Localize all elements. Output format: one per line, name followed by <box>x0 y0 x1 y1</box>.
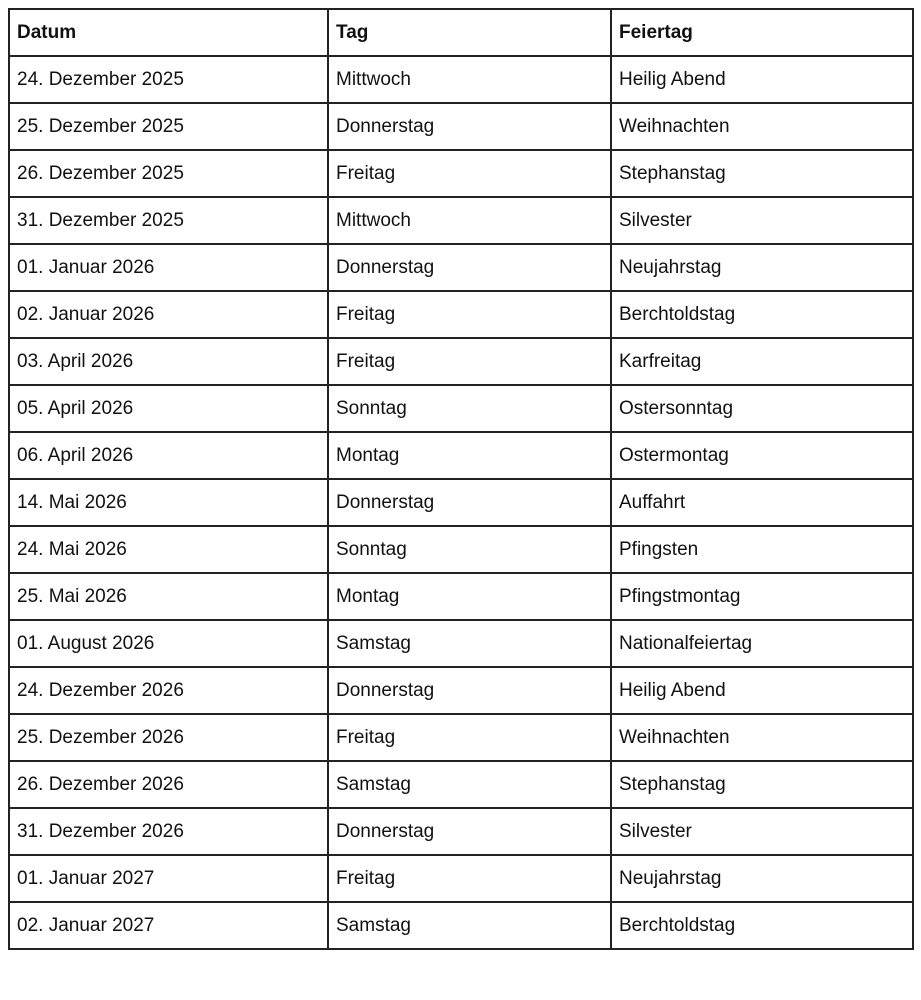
cell-feiertag: Ostermontag <box>611 432 913 479</box>
column-header-tag: Tag <box>328 9 611 56</box>
table-row <box>9 620 913 667</box>
table-row <box>9 573 913 620</box>
table-row <box>9 714 913 761</box>
cell-tag: Freitag <box>328 714 611 761</box>
cell-tag: Mittwoch <box>328 56 611 103</box>
cell-datum: 26. Dezember 2025 <box>9 150 328 197</box>
cell-feiertag: Silvester <box>611 197 913 244</box>
cell-datum: 31. Dezember 2025 <box>9 197 328 244</box>
table-row <box>9 291 913 338</box>
cell-tag: Freitag <box>328 338 611 385</box>
cell-feiertag: Heilig Abend <box>611 667 913 714</box>
table-row <box>9 56 913 103</box>
cell-feiertag: Pfingstmontag <box>611 573 913 620</box>
cell-tag: Sonntag <box>328 526 611 573</box>
cell-datum: 25. Dezember 2026 <box>9 714 328 761</box>
cell-datum: 03. April 2026 <box>9 338 328 385</box>
cell-datum: 31. Dezember 2026 <box>9 808 328 855</box>
cell-feiertag: Neujahrstag <box>611 855 913 902</box>
cell-feiertag: Weihnachten <box>611 103 913 150</box>
cell-feiertag: Auffahrt <box>611 479 913 526</box>
table-row <box>9 103 913 150</box>
cell-tag: Montag <box>328 432 611 479</box>
cell-datum: 24. Dezember 2025 <box>9 56 328 103</box>
cell-datum: 02. Januar 2026 <box>9 291 328 338</box>
column-header-feiertag: Feiertag <box>611 9 913 56</box>
table-row <box>9 526 913 573</box>
table-row <box>9 197 913 244</box>
cell-tag: Samstag <box>328 902 611 949</box>
cell-feiertag: Heilig Abend <box>611 56 913 103</box>
cell-feiertag: Karfreitag <box>611 338 913 385</box>
cell-tag: Donnerstag <box>328 808 611 855</box>
table-row <box>9 385 913 432</box>
cell-datum: 01. Januar 2026 <box>9 244 328 291</box>
cell-feiertag: Berchtoldstag <box>611 902 913 949</box>
cell-feiertag: Weihnachten <box>611 714 913 761</box>
cell-feiertag: Ostersonntag <box>611 385 913 432</box>
table-row <box>9 808 913 855</box>
cell-datum: 24. Mai 2026 <box>9 526 328 573</box>
table-row <box>9 479 913 526</box>
table-body <box>9 56 913 949</box>
cell-tag: Donnerstag <box>328 244 611 291</box>
cell-datum: 01. August 2026 <box>9 620 328 667</box>
cell-datum: 24. Dezember 2026 <box>9 667 328 714</box>
cell-feiertag: Stephanstag <box>611 761 913 808</box>
cell-tag: Donnerstag <box>328 479 611 526</box>
table-row <box>9 761 913 808</box>
cell-tag: Donnerstag <box>328 667 611 714</box>
cell-feiertag: Nationalfeiertag <box>611 620 913 667</box>
cell-feiertag: Pfingsten <box>611 526 913 573</box>
cell-datum: 02. Januar 2027 <box>9 902 328 949</box>
cell-tag: Montag <box>328 573 611 620</box>
cell-feiertag: Berchtoldstag <box>611 291 913 338</box>
table-row <box>9 667 913 714</box>
cell-tag: Donnerstag <box>328 103 611 150</box>
cell-feiertag: Silvester <box>611 808 913 855</box>
cell-tag: Mittwoch <box>328 197 611 244</box>
cell-tag: Freitag <box>328 855 611 902</box>
cell-datum: 05. April 2026 <box>9 385 328 432</box>
cell-datum: 14. Mai 2026 <box>9 479 328 526</box>
table-row <box>9 150 913 197</box>
cell-tag: Freitag <box>328 291 611 338</box>
table-row <box>9 902 913 949</box>
cell-datum: 25. Mai 2026 <box>9 573 328 620</box>
table-row <box>9 338 913 385</box>
cell-datum: 26. Dezember 2026 <box>9 761 328 808</box>
cell-feiertag: Stephanstag <box>611 150 913 197</box>
table-row <box>9 855 913 902</box>
cell-tag: Samstag <box>328 761 611 808</box>
cell-tag: Samstag <box>328 620 611 667</box>
cell-tag: Freitag <box>328 150 611 197</box>
cell-datum: 06. April 2026 <box>9 432 328 479</box>
cell-feiertag: Neujahrstag <box>611 244 913 291</box>
holiday-table <box>8 8 914 950</box>
column-header-datum: Datum <box>9 9 328 56</box>
cell-datum: 25. Dezember 2025 <box>9 103 328 150</box>
table-row <box>9 432 913 479</box>
table-row <box>9 244 913 291</box>
cell-tag: Sonntag <box>328 385 611 432</box>
table-header-row <box>9 9 913 56</box>
cell-datum: 01. Januar 2027 <box>9 855 328 902</box>
